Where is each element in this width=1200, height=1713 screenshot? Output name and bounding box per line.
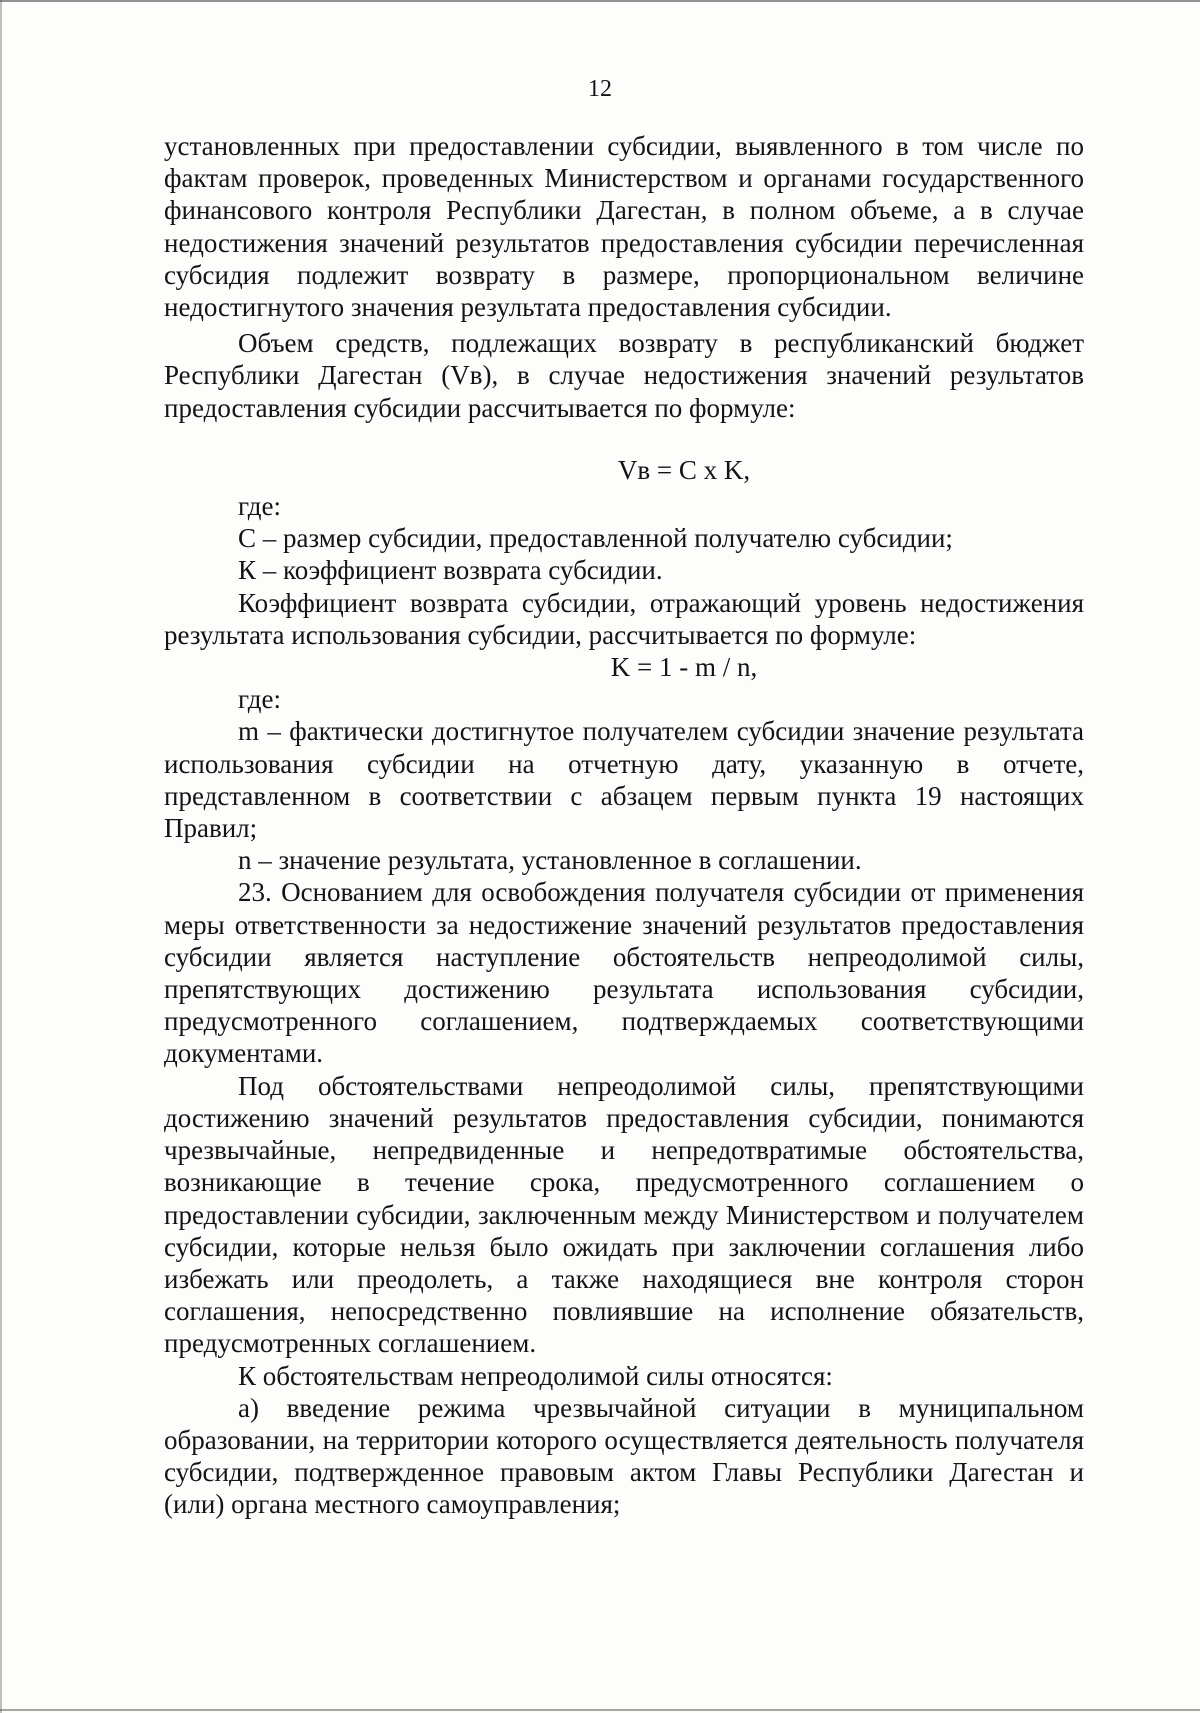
document-body [164, 130, 1084, 1521]
scan-edge-bottom [0, 1709, 1200, 1711]
where-label-2: где: [238, 684, 281, 715]
paragraph-item-23: 23. Основанием для освобождения получателя субсидии от применения меры ответственности за недостижение значений результатов предоставления субсидии является наступление обстоятельств непреодолимой силы, препятствующих достижению результата использования субсидии, предусмотренного соглашением, подтверждаемых соответствующими документами. [164, 877, 1084, 1069]
paragraph-list-intro: К обстоятельствам непреодолимой силы относятся: [238, 1360, 833, 1391]
paragraph-refund-volume: Объем средств, подлежащих возврату в республиканский бюджет Республики Дагестан (Vв), в случае недостижения значений результатов предоставления субсидии рассчитывается по формуле: [164, 328, 1084, 423]
definition-c: С – размер субсидии, предоставленной получателю субсидии; [238, 523, 953, 554]
definition-k: К – коэффициент возврата субсидии. [238, 555, 663, 586]
paragraph-continuation: установленных при предоставлении субсидии, выявленного в том числе по фактам проверок, проведенных Министерством и органами государственного финансового контроля Республики Дагестан, в полном объеме, а в случае недостижения значений результатов предоставления субсидии перечисленная субсидия подлежит возврату в размере, пропорциональном величине недостигнутого значения результата предоставления субсидии. [164, 131, 1084, 323]
formula-refund-volume: Vв = C x K, [617, 454, 751, 485]
scan-edge-top [0, 0, 1200, 2]
page-number: 12 [588, 76, 612, 102]
definition-n: n – значение результата, установленное в соглашении. [238, 845, 862, 876]
paragraph-coefficient: Коэффициент возврата субсидии, отражающий уровень недостижения результата использования субсидии, рассчитывается по формуле: [164, 587, 1084, 650]
scan-edge-left [0, 0, 2, 1713]
where-label-1: где: [238, 491, 281, 522]
definition-m: m – фактически достигнутое получателем субсидии значение результата использования субсидии на отчетную дату, указанную в отчете, представленном в соответствии с абзацем первым пункта 19 настоящих Правил; [164, 716, 1084, 844]
paragraph-force-majeure: Под обстоятельствами непреодолимой силы, препятствующими достижению значений результатов предоставления субсидии, понимаются чрезвычайные, непредвиденные и непредотвратимые обстоятельства, возникающие в течение срока, предусмотренного соглашением о предоставлении субсидии, заключенным между Министерством и получателем субсидии, которые нельзя было ожидать при заключении соглашения либо избежать или преодолеть, а также находящиеся вне контроля сторон соглашения, непосредственно повлиявшие на исполнение обязательств, предусмотренных соглашением. [164, 1070, 1084, 1359]
list-item-a: а) введение режима чрезвычайной ситуации в муниципальном образовании, на территории которого осуществляется деятельность получателя субсидии, подтвержденное правовым актом Главы Республики Дагестан и (или) органа местного самоуправления; [164, 1392, 1084, 1520]
formula-coefficient: K = 1 - m / n, [610, 652, 758, 683]
